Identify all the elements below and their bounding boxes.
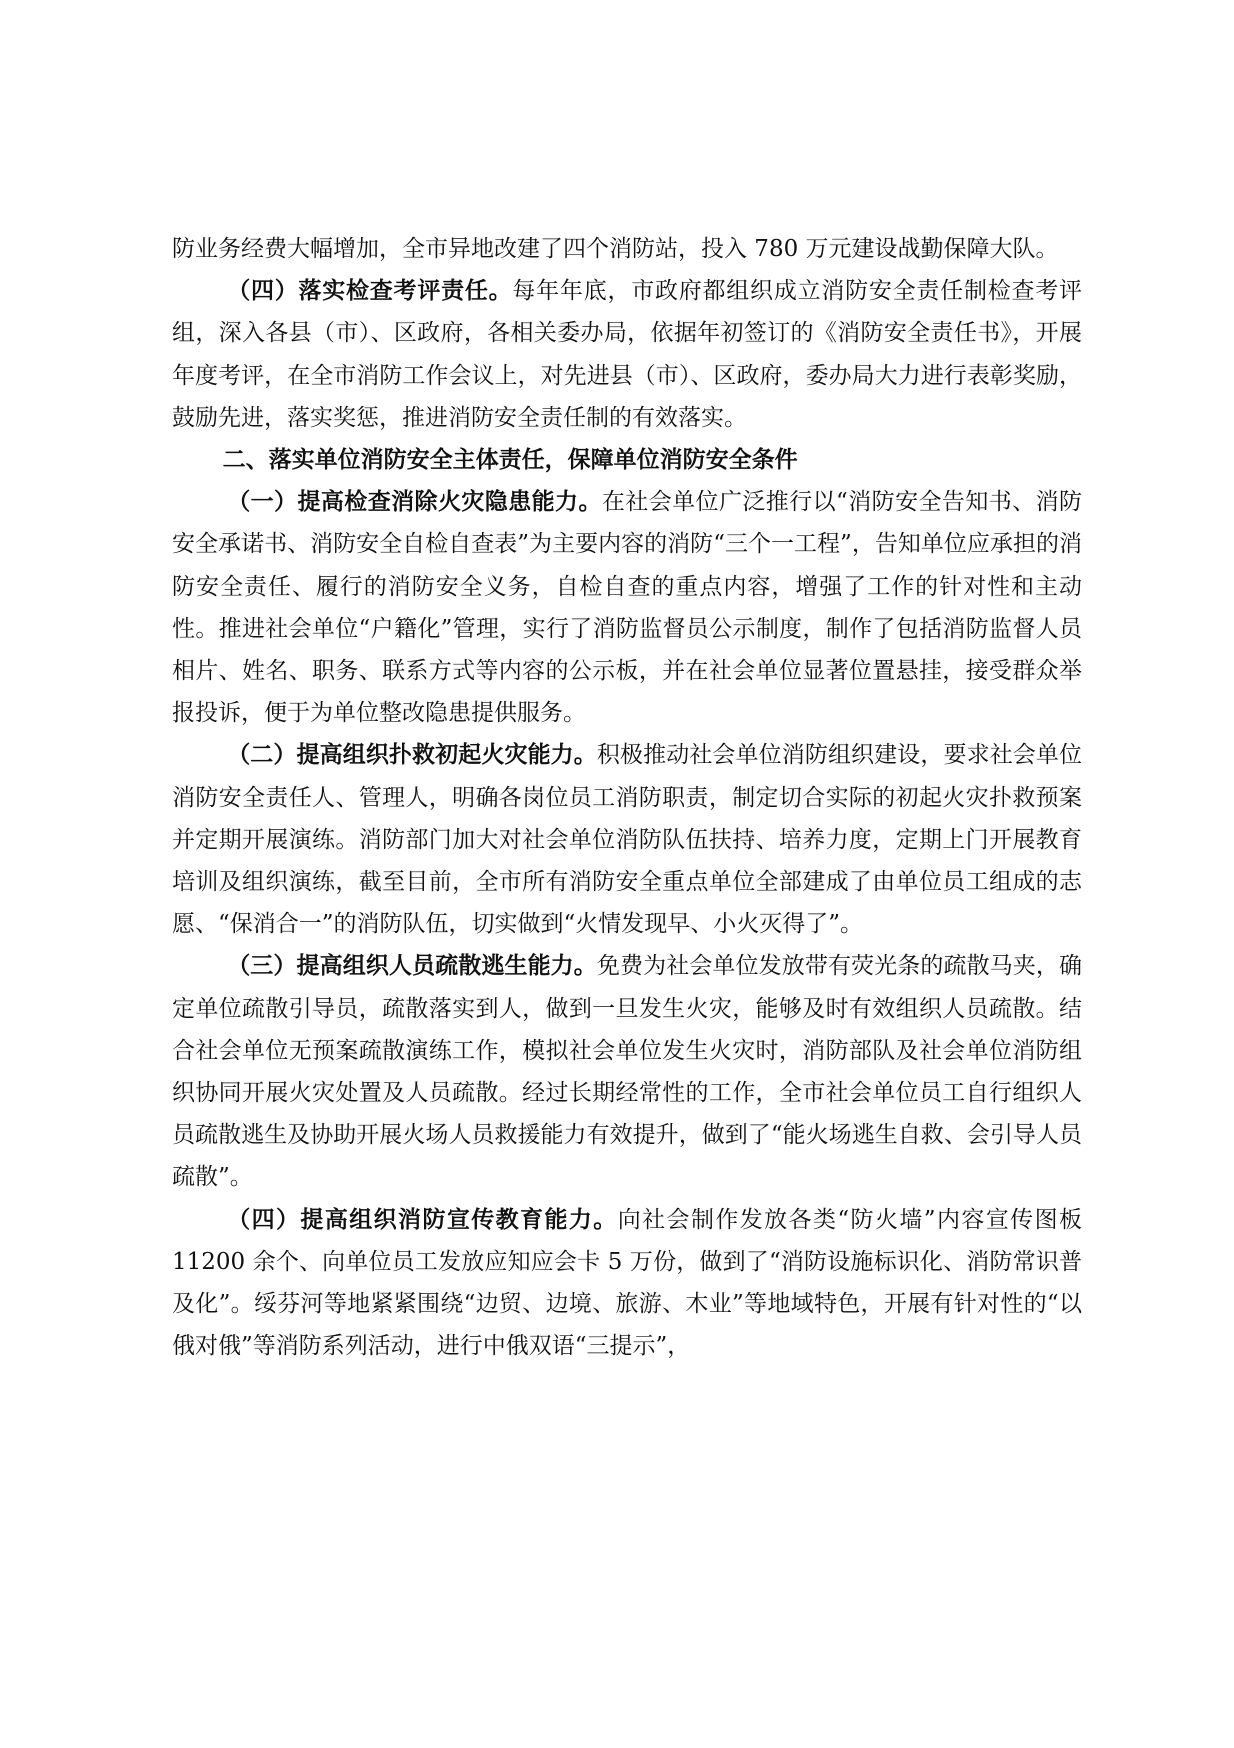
paragraph-text: 积极推动社会单位消防组织建设，要求社会单位消防安全责任人、管理人，明确各岗位员工消防职责，制定切合实际的初起火灾扑救预案并定期开展演练。消防部门加大对社会单位消防队伍扶持、培养力度，定期上门开展教育培训及组织演练，截至目前，全市所有消防安全重点单位全部建成了由单位员工组成的志愿、“保消合一”的消防队伍，切实做到“火情发现早、小火灭得了”。 (172, 742, 1083, 938)
paragraph-publicity-education (172, 1199, 1082, 1368)
paragraph-text: 防业务经费大幅增加，全市异地改建了四个消防站，投入 780 万元建设战勤保障大队。 (172, 236, 1059, 262)
paragraph-continuation (172, 228, 1082, 270)
paragraph-text: 向社会制作发放各类“防火墙”内容宣传图板 11200 余个、向单位员工发放应知应会卡 5 万份，做到了“消防设施标识化、消防常识普及化”。绥芬河等地紧紧围绕“边贸、边境、旅游、木业”等地域特色，开展有针对性的“以俄对俄”等消防系列活动，进行中俄双语“三提示”， (172, 1206, 1082, 1360)
paragraph-hazard-elimination (172, 481, 1082, 734)
paragraph-lead: （三）提高组织人员疏散逃生能力。 (227, 953, 597, 980)
paragraph-initial-fire-fighting (172, 734, 1082, 945)
paragraph-text: 免费为社会单位发放带有荧光条的疏散马夹，确定单位疏散引导员，疏散落实到人，做到一旦发生火灾，能够及时有效组织人员疏散。结合社会单位无预案疏散演练工作，模拟社会单位发生火灾时，消防部队及社会单位消防组织协同开展火灾处置及人员疏散。经过长期经常性的工作，全市社会单位员工自行组织人员疏散逃生及协助开展火场人员救援能力有效提升，做到了“能火场逃生自救、会引导人员疏散”。 (172, 953, 1083, 1191)
paragraph-lead: （二）提高组织扑救初起火灾能力。 (227, 742, 597, 769)
paragraph-lead: （四）提高组织消防宣传教育能力。 (227, 1206, 618, 1233)
paragraph-lead: （四）落实检查考评责任。 (227, 278, 513, 305)
section-heading: 二、落实单位消防安全主体责任，保障单位消防安全条件 (222, 447, 798, 474)
paragraph-lead: （一）提高检查消除火灾隐患能力。 (227, 489, 602, 516)
paragraph-text: 在社会单位广泛推行以“消防安全告知书、消防安全承诺书、消防安全自检自查表”为主要内容的消防“三个一工程”，告知单位应承担的消防安全责任、履行的消防安全义务，自检自查的重点内容，增强了工作的针对性和主动性。推进社会单位“户籍化”管理，实行了消防监督员公示制度，制作了包括消防监督人员相片、姓名、职务、联系方式等内容的公示板，并在社会单位显著位置悬挂，接受群众举报投诉，便于为单位整改隐患提供服务。 (172, 489, 1082, 727)
paragraph-evacuation (172, 945, 1082, 1198)
document-body (172, 228, 1082, 1367)
paragraph-text: 每年年底，市政府都组织成立消防安全责任制检查考评组，深入各县（市）、区政府，各相关委办局，依据年初签订的《消防安全责任书》，开展年度考评，在全市消防工作会议上，对先进县（市）、区政府，委办局大力进行表彰奖励，鼓励先进，落实奖惩，推进消防安全责任制的有效落实。 (172, 278, 1083, 431)
paragraph-inspection-responsibility (172, 270, 1082, 439)
